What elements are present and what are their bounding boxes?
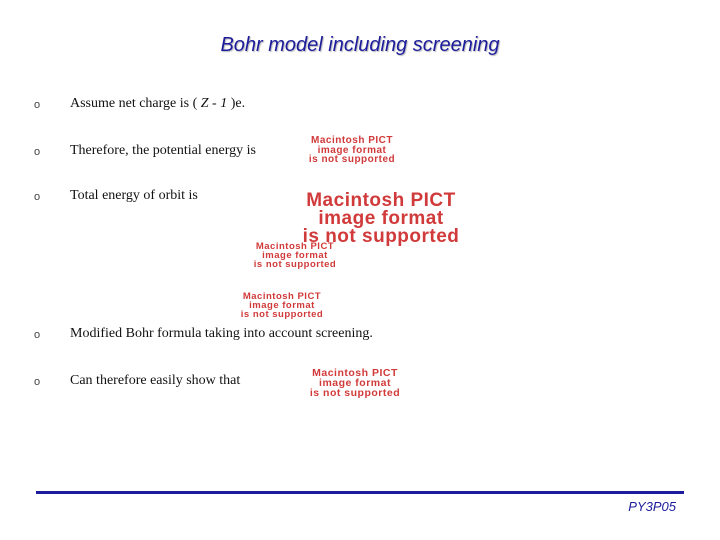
unsupported-image-placeholder: Macintosh PICT image format is not supported bbox=[240, 291, 324, 321]
bullet-marker: o bbox=[34, 376, 41, 388]
bullet-text-total-energy: Total energy of orbit is bbox=[70, 188, 198, 203]
bullet-text-modified-bohr: Modified Bohr formula taking into account screening. bbox=[70, 326, 373, 341]
bullet-marker: o bbox=[34, 329, 41, 341]
bullet-text-potential-energy: Therefore, the potential energy is bbox=[70, 143, 256, 158]
bullet-marker: o bbox=[34, 99, 41, 111]
unsupported-image-placeholder: Macintosh PICT image format is not supported bbox=[253, 241, 337, 271]
slide-title: Bohr model including screening bbox=[220, 34, 500, 56]
unsupported-image-placeholder: Macintosh PICT image format is not supported bbox=[302, 190, 460, 248]
bullet-text-can-show: Can therefore easily show that bbox=[70, 373, 241, 388]
unsupported-image-placeholder: Macintosh PICT image format is not supported bbox=[309, 367, 401, 399]
bullet-marker: o bbox=[34, 146, 41, 158]
unsupported-image-placeholder: Macintosh PICT image format is not supported bbox=[308, 135, 396, 165]
footer-divider bbox=[36, 491, 684, 494]
footer-course-code: PY3P05 bbox=[628, 499, 676, 514]
bullet-text-net-charge: Assume net charge is ( Z - 1 )e. bbox=[70, 96, 246, 111]
bullet-marker: o bbox=[34, 191, 41, 203]
